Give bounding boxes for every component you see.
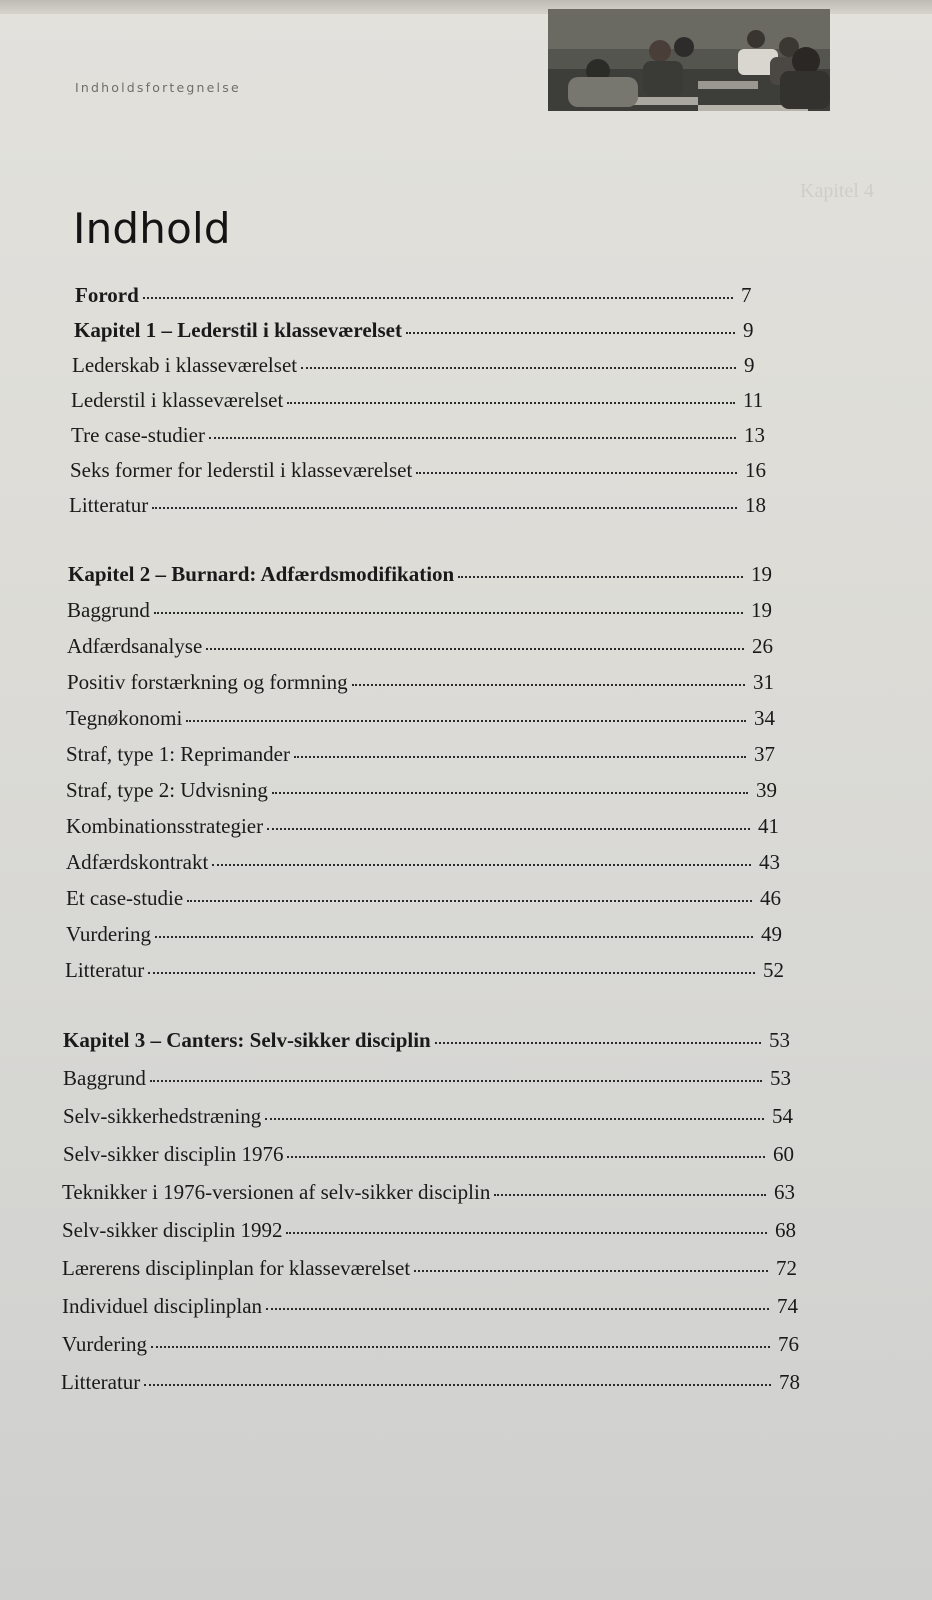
toc-entry[interactable]: [61, 1370, 803, 1395]
toc-entry-label: Adfærdsanalyse: [67, 634, 203, 658]
toc-entry-label: Adfærdskontrakt: [66, 850, 209, 874]
dot-leader: [416, 472, 737, 474]
dot-leader: [148, 972, 755, 974]
toc-entry-label: Positiv forstærkning og formning: [67, 670, 348, 694]
toc-entry-label: Baggrund: [67, 598, 150, 622]
toc-entry-label: Litteratur: [69, 493, 149, 517]
toc-entry-label: Litteratur: [65, 958, 145, 982]
toc-entry[interactable]: [63, 1104, 796, 1129]
toc-entry[interactable]: [71, 423, 768, 448]
toc-page-number: 53: [769, 1028, 790, 1052]
toc-page-number: 11: [743, 388, 764, 412]
toc-page-number: 9: [744, 353, 755, 377]
toc-page-number: 60: [773, 1142, 794, 1166]
toc-page-number: 72: [776, 1256, 797, 1280]
dot-leader: [206, 648, 744, 650]
toc-page-number: 9: [743, 318, 754, 342]
toc-chapter-heading[interactable]: [74, 318, 767, 343]
dot-leader: [265, 1118, 764, 1120]
toc-entry[interactable]: [72, 353, 768, 378]
toc-page-number: 18: [745, 493, 766, 517]
dot-leader: [151, 1346, 770, 1348]
toc-page-number: 16: [745, 458, 766, 482]
toc-page-number: 52: [763, 958, 784, 982]
toc-entry-label: Selv-sikker disciplin 1992: [62, 1218, 283, 1242]
toc-chapter-heading[interactable]: [63, 1028, 793, 1053]
toc-entry-label: Straf, type 1: Reprimander: [66, 742, 290, 766]
toc-entry-label: Selv-sikker disciplin 1976: [63, 1142, 284, 1166]
toc-page-number: 13: [744, 423, 765, 447]
dot-leader: [152, 507, 737, 509]
dot-leader: [287, 1156, 765, 1158]
toc-page-number: 39: [756, 778, 777, 802]
toc-entry[interactable]: [63, 1142, 797, 1167]
toc-entry[interactable]: [62, 1332, 802, 1357]
toc-page-number: 26: [752, 634, 773, 658]
toc-entry-label: Lederstil i klasseværelset: [71, 388, 284, 412]
dot-leader: [155, 936, 753, 938]
toc-entry-label: Tre case-studier: [71, 423, 205, 447]
toc-entry-label: Forord: [75, 283, 139, 307]
toc-entry-label: Kapitel 3 – Canters: Selv-sikker disciplin: [63, 1028, 431, 1052]
dot-leader: [414, 1270, 768, 1272]
toc-page-number: 37: [754, 742, 775, 766]
dot-leader: [352, 684, 745, 686]
toc-chapter-heading[interactable]: [68, 562, 775, 587]
toc-entry-label: Individuel disciplinplan: [62, 1294, 263, 1318]
toc-entry-forord[interactable]: [75, 283, 765, 308]
dot-leader: [267, 828, 750, 830]
toc-entry[interactable]: [63, 1066, 794, 1091]
toc-entry-label: Litteratur: [61, 1370, 141, 1394]
toc-entry-label: Kombinationsstrategier: [66, 814, 264, 838]
toc-entry-label: Kapitel 2 – Burnard: Adfærdsmodifikation: [68, 562, 455, 586]
dot-leader: [301, 367, 736, 369]
dot-leader: [187, 900, 752, 902]
dot-leader: [458, 576, 743, 578]
dot-leader: [406, 332, 735, 334]
dot-leader: [294, 756, 746, 758]
toc-page-number: 63: [774, 1180, 795, 1204]
toc-page-number: 41: [758, 814, 779, 838]
toc-entry[interactable]: [66, 850, 783, 875]
dot-leader: [186, 720, 746, 722]
dot-leader: [209, 437, 736, 439]
toc-page-number: 19: [751, 562, 772, 586]
toc-page-number: 19: [751, 598, 772, 622]
dot-leader: [150, 1080, 762, 1082]
toc-entry-label: Tegnøkonomi: [66, 706, 183, 730]
toc-entry[interactable]: [62, 1218, 799, 1243]
toc-page-number: 31: [753, 670, 774, 694]
toc-entry-label: Lederskab i klasseværelset: [72, 353, 298, 377]
toc-page-number: 74: [777, 1294, 798, 1318]
toc-entry[interactable]: [65, 958, 787, 983]
toc-entry[interactable]: [69, 493, 769, 518]
toc-entry-label: Vurdering: [62, 1332, 148, 1356]
toc-entry[interactable]: [66, 922, 785, 947]
toc-entry[interactable]: [62, 1294, 801, 1319]
toc-entry[interactable]: [62, 1180, 798, 1205]
classroom-photo: [548, 9, 830, 111]
dot-leader: [266, 1308, 769, 1310]
toc-entry-label: Vurdering: [66, 922, 152, 946]
toc-page-number: 78: [779, 1370, 800, 1394]
toc-page-number: 46: [760, 886, 781, 910]
toc-entry[interactable]: [66, 706, 778, 731]
toc-entry-label: Et case-studie: [66, 886, 184, 910]
toc-page-number: 76: [778, 1332, 799, 1356]
toc-entry[interactable]: [67, 670, 777, 695]
toc-entry[interactable]: [67, 598, 775, 623]
toc-entry[interactable]: [66, 778, 780, 803]
toc-page-number: 68: [775, 1218, 796, 1242]
toc-page-number: 34: [754, 706, 775, 730]
page-title: Indhold: [73, 204, 231, 254]
dot-leader: [144, 1384, 771, 1386]
running-header: Indholdsfortegnelse: [75, 80, 241, 95]
toc-entry[interactable]: [71, 388, 767, 413]
toc-page-number: 54: [772, 1104, 793, 1128]
toc-page-number: 43: [759, 850, 780, 874]
toc-page-number: 53: [770, 1066, 791, 1090]
dot-leader: [435, 1042, 761, 1044]
toc-entry[interactable]: [66, 814, 782, 839]
toc-entry-label: Seks former for lederstil i klasseværelset: [70, 458, 413, 482]
toc-entry[interactable]: [67, 634, 776, 659]
classroom-photo-icon: [548, 9, 830, 111]
toc-entry[interactable]: [70, 458, 769, 483]
toc-entry[interactable]: [66, 742, 778, 767]
dot-leader: [287, 402, 735, 404]
dot-leader: [143, 297, 733, 299]
dot-leader: [212, 864, 751, 866]
toc-entry-label: Kapitel 1 – Lederstil i klasseværelset: [74, 318, 402, 342]
dot-leader: [286, 1232, 767, 1234]
dot-leader: [272, 792, 748, 794]
toc-page-number: 7: [741, 283, 752, 307]
toc-entry-label: Lærerens disciplinplan for klasseværelset: [62, 1256, 411, 1280]
dot-leader: [154, 612, 743, 614]
toc-entry-label: Baggrund: [63, 1066, 146, 1090]
toc-entry-label: Teknikker i 1976-versionen af selv-sikker disciplin: [62, 1180, 491, 1204]
toc-entry[interactable]: [62, 1256, 800, 1281]
toc-page-number: 49: [761, 922, 782, 946]
toc-entry-label: Straf, type 2: Udvisning: [66, 778, 268, 802]
show-through-text: Kapitel 4: [800, 180, 874, 202]
dot-leader: [494, 1194, 766, 1196]
toc-entry[interactable]: [66, 886, 784, 911]
toc-entry-label: Selv-sikkerhedstræning: [63, 1104, 262, 1128]
